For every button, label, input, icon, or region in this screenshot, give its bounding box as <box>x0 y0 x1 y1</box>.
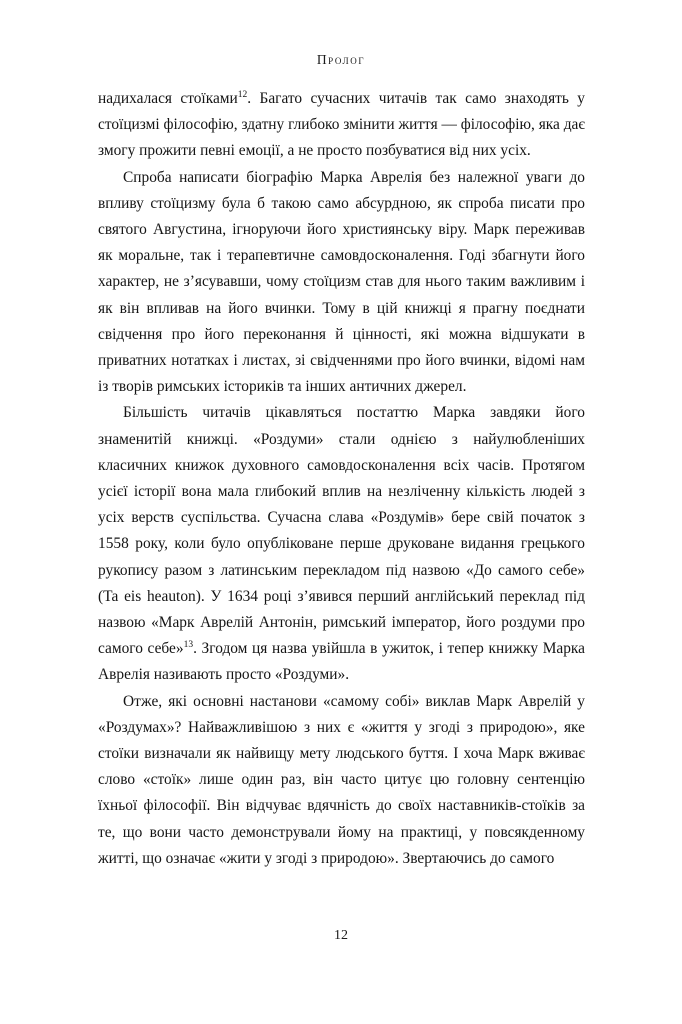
page-number: 12 <box>334 928 348 943</box>
footnote-marker: 13 <box>183 640 194 651</box>
body-text-column <box>98 86 585 872</box>
running-head: Пролог <box>316 52 366 67</box>
footnote-marker: 12 <box>237 89 248 100</box>
paragraph: надихалася стоїками$^{12}$. Багато сучасних читачів так само знаходять у стоїцизмі філософію, здатну глибоко змінити життя — філософію, яка дає змогу прожити певні емоції, а не просто позбуватися від них усіх. <box>98 89 585 160</box>
paragraph: Спроба написати біографію Марка Аврелія без належної уваги до впливу стоїцизму була б такою само абсурдною, як спроба писати про святого Августина, ігноруючи його християнську віру. Марк переживав як моральне, так і терапевтичне самовдосконалення. Годі збагнути його характер, не з’ясувавши, чому стоїцизм став для нього таким важливим і як він впливав на його вчинки. Тому в цій книжці я прагну поєднати свідчення про його переконання й цінності, які можна відшукати в приватних нотатках і листах, зі свідченнями про його вчинки, відомі нам із творів римських істориків та інших античних джерел. <box>98 168 585 396</box>
paragraph: Більшість читачів цікавляться постаттю Марка завдяки його знаменитій книжці. «Роздуми» стали однією з найулюбленіших класичних книжок духовного самовдосконалення всіх часів. Протягом усієї історії вона мала глибокий вплив на незліченну кількість людей з усіх верств суспільства. Сучасна слава «Роздумів» бере свій початок з 1558 року, коли було опубліковане перше друковане видання грецького рукопису разом з латинським перекладом під назвою «До самого себе» (Ta eis heauton). У 1634 році з’явився перший англійський переклад під назвою «Марк Аврелій Антонін, римський імператор, його роздуми про самого себе»$^{13}$. Згодом ця назва увійшла в ужиток, і тепер книжку Марка Аврелія називають просто «Роздуми». <box>98 404 585 684</box>
paragraph: Отже, які основні настанови «самому собі» виклав Марк Аврелій у «Роздумах»? Найважливішою з них є «життя у згоді з природою», яке стоїки визначали як найвищу мету людського буття. І хоча Марк вживає слово «стоїк» лише один раз, він часто цитує цю головну сентенцію їхньої філософії. Він відчуває вдячність до своїх наставників-стоїків за те, що вони часто демонстрували йому на практиці, у повсякденному житті, що означає «жити у згоді з природою». Звертаючись до самого <box>98 692 585 867</box>
